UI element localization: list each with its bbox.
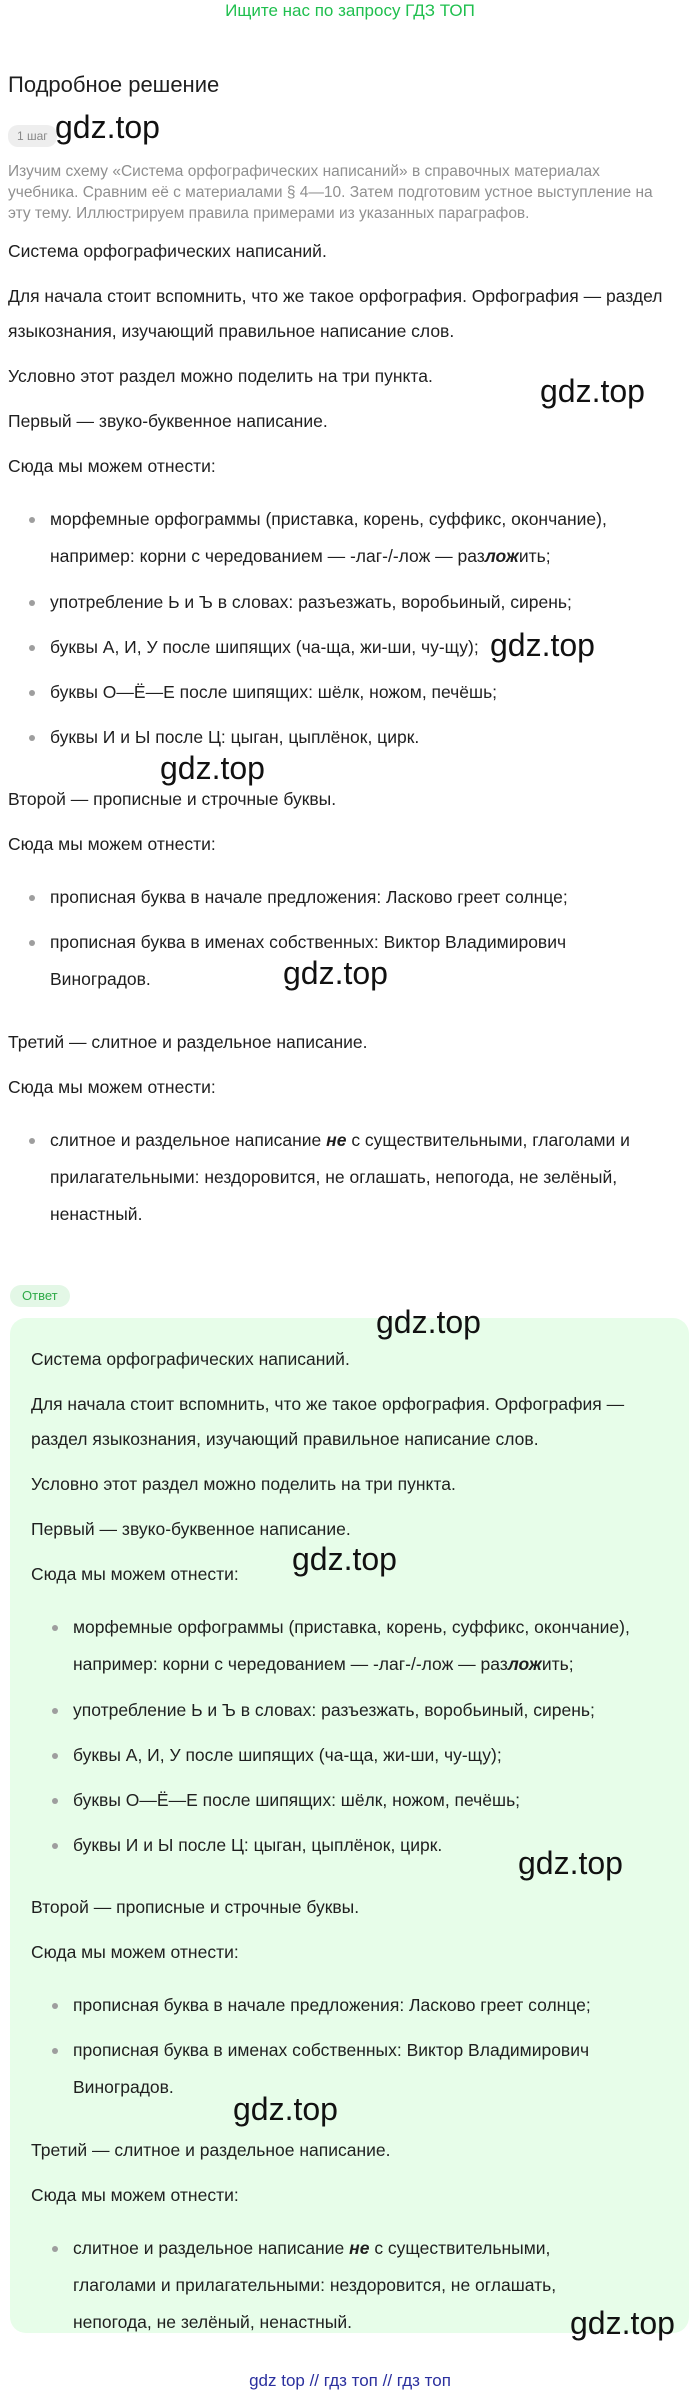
- watermark: gdz.top: [292, 1541, 397, 1577]
- bullet: [52, 1708, 58, 1714]
- bullet: [52, 1798, 58, 1804]
- bullet: [29, 600, 35, 606]
- watermark: gdz.top: [233, 2091, 338, 2127]
- bullet: [52, 1625, 58, 1631]
- watermark: gdz.top: [376, 1304, 481, 1340]
- bullet: [52, 1843, 58, 1849]
- paragraph: Условно этот раздел можно поделить на три пункта.: [8, 366, 433, 386]
- answer-line: Третий — слитное и раздельное написание.: [31, 2140, 391, 2160]
- watermark: gdz.top: [490, 627, 595, 663]
- list-item: прописная буква в именах собственных: Виктор Владимирович: [50, 932, 567, 952]
- answer-line: Сюда мы можем отнести:: [31, 1564, 239, 1584]
- list-item: прописная буква в начале предложения: Ласково греет солнце;: [50, 887, 568, 907]
- answer-list-item: непогода, не зелёный, ненастный.: [73, 2312, 352, 2332]
- answer-line: Для начала стоит вспомнить, что же такое орфография. Орфография —: [31, 1394, 625, 1414]
- answer-list-item: слитное и раздельное написание не с существительными,: [73, 2238, 551, 2258]
- top-search-link[interactable]: Ищите нас по запросу ГДЗ ТОП: [225, 1, 475, 20]
- watermark: gdz.top: [283, 955, 388, 991]
- list-item: Виноградов.: [50, 969, 151, 989]
- answer-line: Первый — звуко-буквенное написание.: [31, 1519, 351, 1539]
- watermark: gdz.top: [55, 109, 160, 145]
- list-item: ненастный.: [50, 1204, 143, 1224]
- answer-title: Система орфографических написаний.: [31, 1349, 350, 1369]
- list-item: буквы О—Ё—Е после шипящих: шёлк, ножом, печёшь;: [50, 682, 498, 702]
- bullet: [29, 940, 35, 946]
- answer-list-item: например: корни с чередованием — -лаг-/-лож — разложить;: [73, 1654, 574, 1674]
- list-item: прилагательными: нездоровится, не оглашать, непогода, не зелёный,: [50, 1167, 618, 1187]
- bullet: [29, 1138, 35, 1144]
- watermark: gdz.top: [540, 373, 645, 409]
- list-item: буквы И и Ы после Ц: цыган, цыплёнок, цирк.: [50, 727, 420, 747]
- definition-line: языкознания, изучающий правильное написание слов.: [8, 321, 455, 341]
- list-item: слитное и раздельное написание не с существительными, глаголами и: [50, 1130, 630, 1150]
- answer-badge: Ответ: [10, 1285, 70, 1307]
- answer-list-item: морфемные орфограммы (приставка, корень, суффикс, окончание),: [73, 1617, 630, 1637]
- answer-list-item: буквы И и Ы после Ц: цыган, цыплёнок, цирк.: [73, 1835, 443, 1855]
- bullet: [29, 645, 35, 651]
- paragraph: Первый — звуко-буквенное написание.: [8, 411, 328, 431]
- bullet: [52, 2003, 58, 2009]
- paragraph: Третий — слитное и раздельное написание.: [8, 1032, 368, 1052]
- paragraph: Сюда мы можем отнести:: [8, 834, 216, 854]
- step-badge: 1 шаг: [8, 125, 57, 147]
- definition-line: Для начала стоит вспомнить, что же такое орфография. Орфография — раздел: [8, 286, 663, 306]
- intro-line: эту тему. Иллюстрируем правила примерами из указанных параграфов.: [8, 205, 530, 222]
- bullet: [52, 1753, 58, 1759]
- section-title: Система орфографических написаний.: [8, 241, 327, 261]
- answer-line: Сюда мы можем отнести:: [31, 2185, 239, 2205]
- paragraph: Сюда мы можем отнести:: [8, 1077, 216, 1097]
- bullet: [52, 2048, 58, 2054]
- bullet: [29, 895, 35, 901]
- bullet: [29, 735, 35, 741]
- bullet: [29, 517, 35, 523]
- paragraph: Сюда мы можем отнести:: [8, 456, 216, 476]
- answer-list-item: глаголами и прилагательными: нездоровится, не оглашать,: [73, 2275, 557, 2295]
- answer-list-item: буквы О—Ё—Е после шипящих: шёлк, ножом, печёшь;: [73, 1790, 521, 1810]
- paragraph: Второй — прописные и строчные буквы.: [8, 789, 337, 809]
- bullet: [52, 2246, 58, 2252]
- list-item: буквы А, И, У после шипящих (ча-ща, жи-ши, чу-щу);: [50, 637, 479, 657]
- answer-line: Сюда мы можем отнести:: [31, 1942, 239, 1962]
- list-item: например: корни с чередованием — -лаг-/-лож — разложить;: [50, 546, 551, 566]
- intro-line: Изучим схему «Система орфографических написаний» в справочных материалах: [8, 163, 600, 180]
- answer-list-item: буквы А, И, У после шипящих (ча-ща, жи-ши, чу-щу);: [73, 1745, 502, 1765]
- watermark: gdz.top: [570, 2305, 675, 2341]
- list-item: употребление Ь и Ъ в словах: разъезжать, воробьиный, сирень;: [50, 592, 572, 612]
- answer-list-item: прописная буква в именах собственных: Виктор Владимирович: [73, 2040, 590, 2060]
- answer-line: раздел языкознания, изучающий правильное написание слов.: [31, 1429, 539, 1449]
- answer-box: [10, 1318, 689, 2333]
- answer-list-item: прописная буква в начале предложения: Ласково греет солнце;: [73, 1995, 591, 2015]
- answer-line: Второй — прописные и строчные буквы.: [31, 1897, 360, 1917]
- answer-line: Условно этот раздел можно поделить на три пункта.: [31, 1474, 456, 1494]
- bullet: [29, 690, 35, 696]
- footer-links[interactable]: gdz top // гдз топ // гдз топ: [249, 2371, 451, 2390]
- page-title: Подробное решение: [8, 72, 220, 97]
- intro-line: учебника. Сравним её с материалами § 4—10. Затем подготовим устное выступление на: [8, 184, 653, 201]
- list-item: морфемные орфограммы (приставка, корень, суффикс, окончание),: [50, 509, 607, 529]
- answer-list-item: Виноградов.: [73, 2077, 174, 2097]
- watermark: gdz.top: [518, 1845, 623, 1881]
- answer-list-item: употребление Ь и Ъ в словах: разъезжать, воробьиный, сирень;: [73, 1700, 595, 1720]
- watermark: gdz.top: [160, 750, 265, 786]
